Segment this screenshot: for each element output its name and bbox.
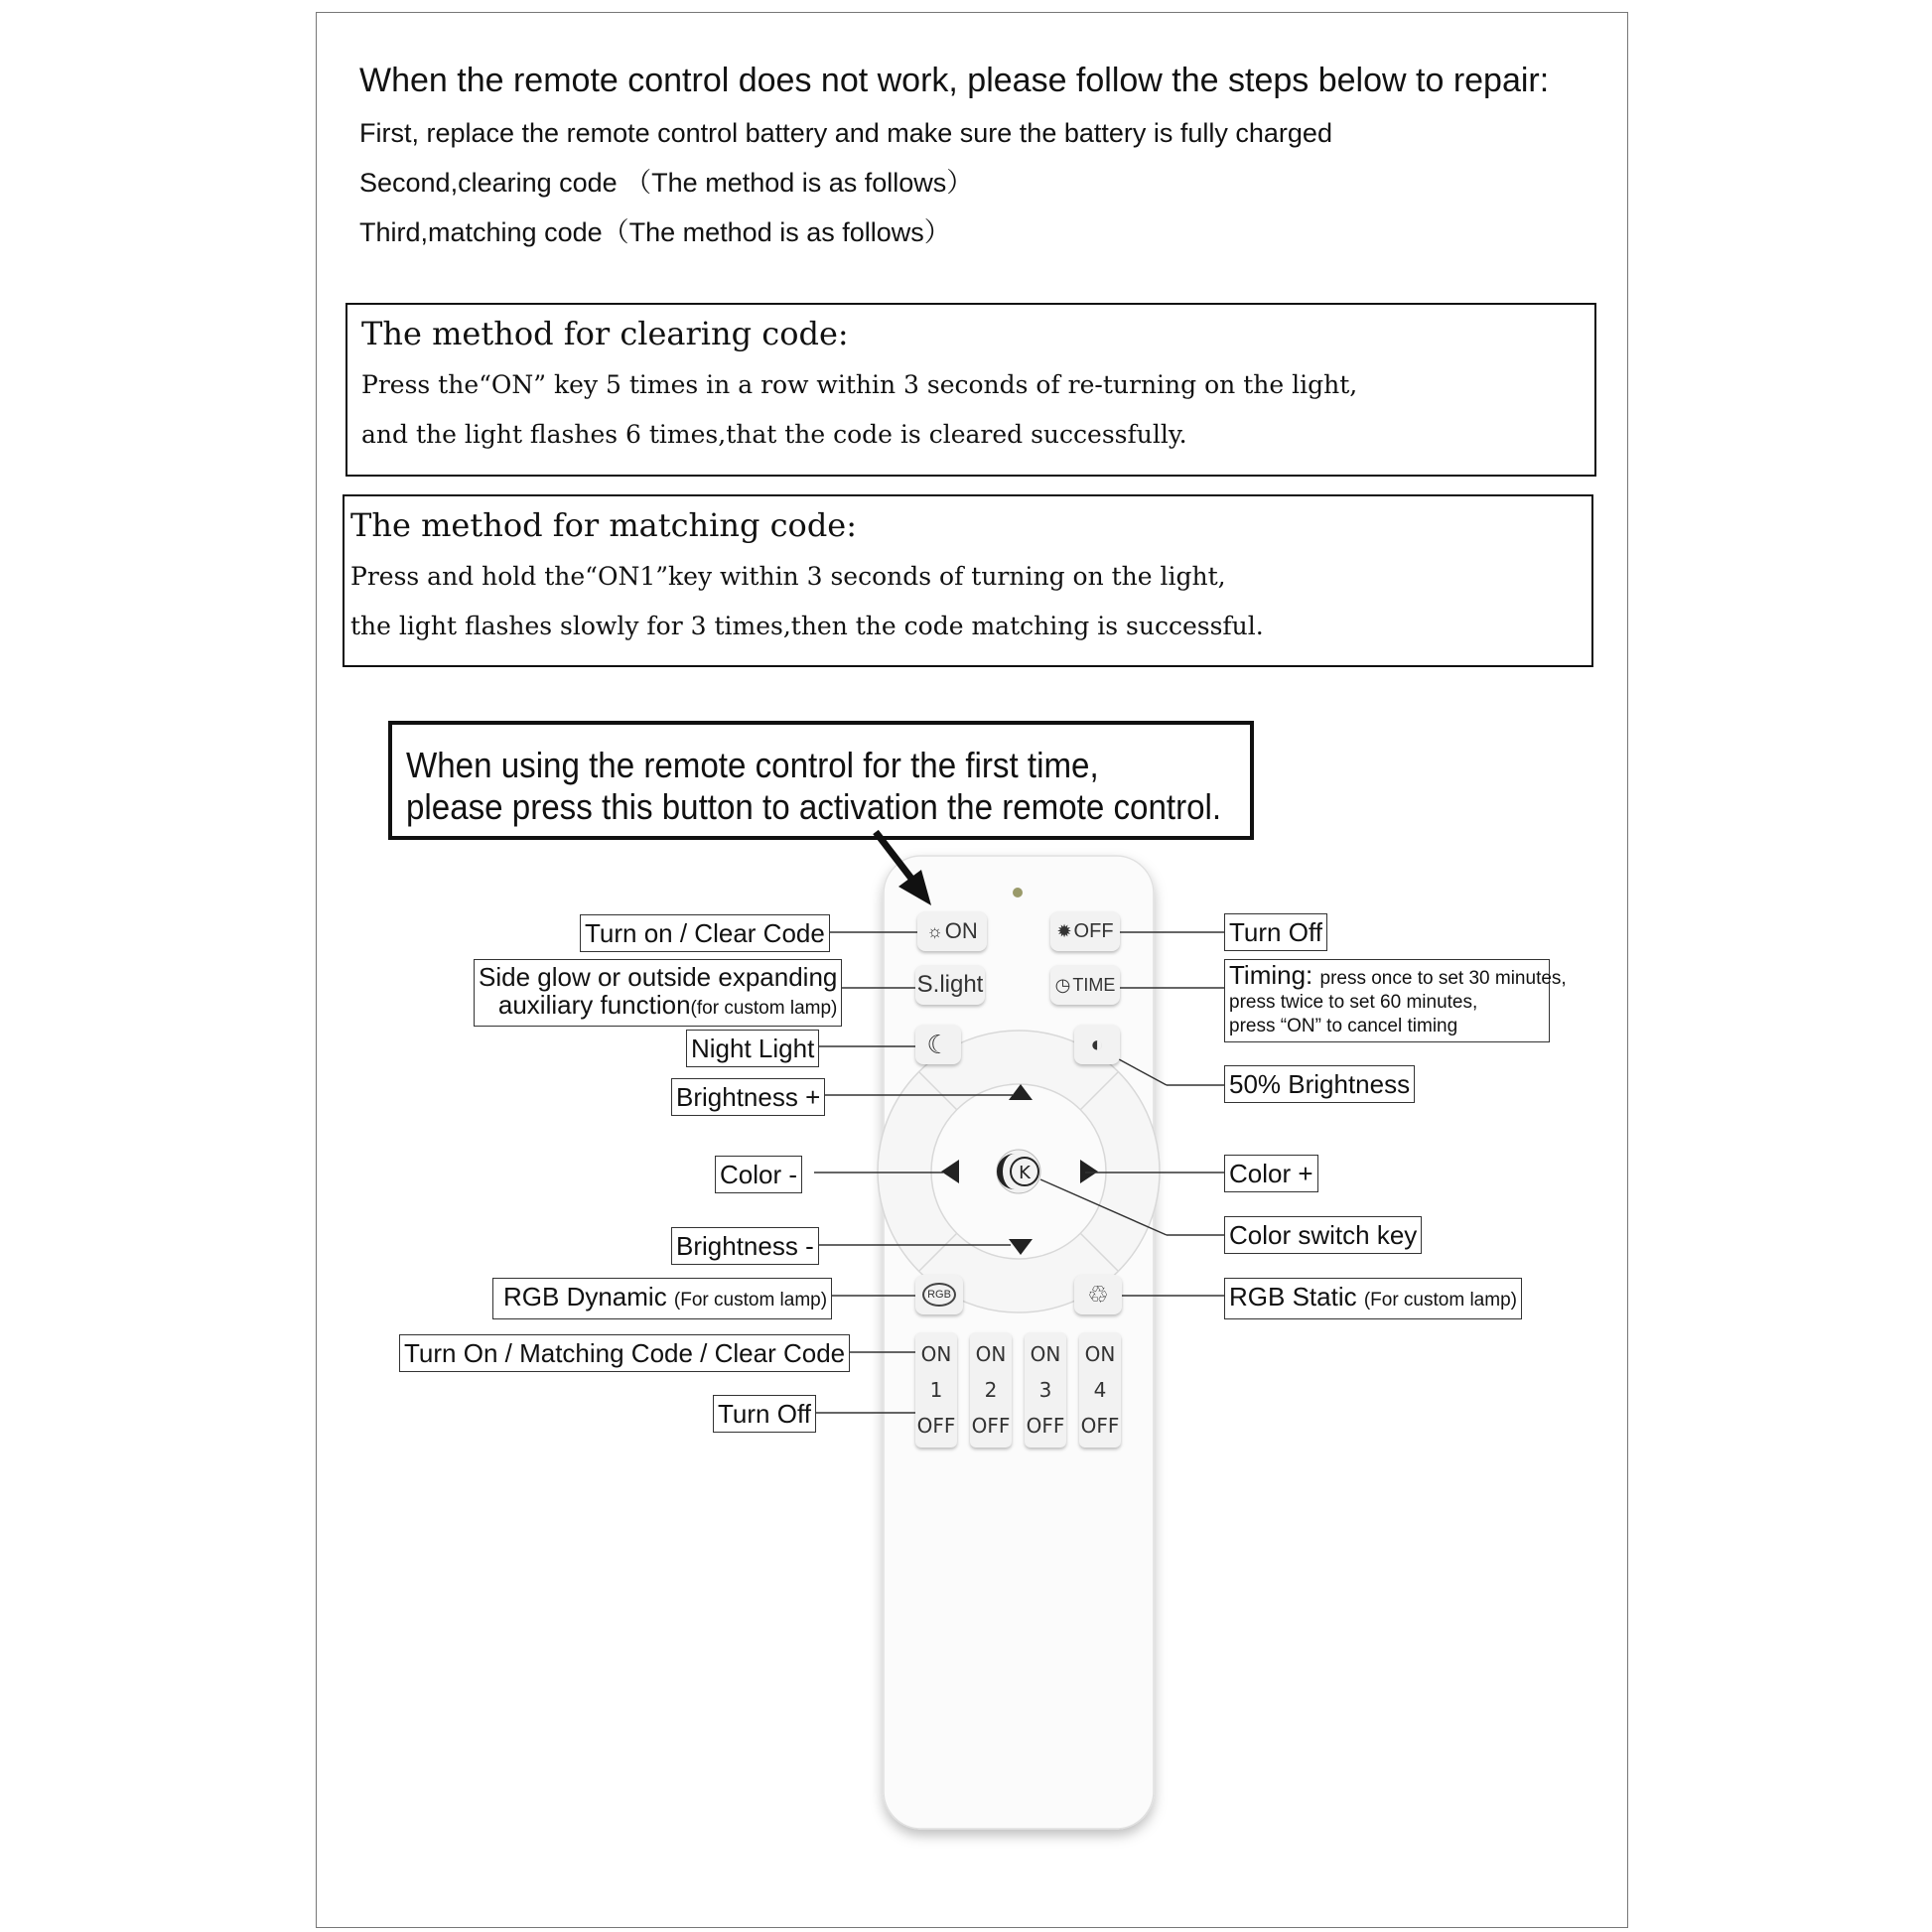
indicator-led xyxy=(1013,888,1023,897)
sun-filled-icon: ✹ xyxy=(1056,920,1072,941)
label-night-light: Night Light xyxy=(686,1030,819,1067)
intro-step-1: First, replace the remote control battery and make sure the battery is fully charged xyxy=(359,118,1332,148)
rgb-dynamic-button[interactable] xyxy=(915,1275,963,1314)
zone-1-num: 1 xyxy=(929,1378,943,1402)
zone-2-num: 2 xyxy=(984,1378,998,1402)
time-button[interactable] xyxy=(1050,965,1120,1005)
sun-outline-icon: ☼ xyxy=(926,920,943,941)
zone-3-off: OFF xyxy=(1026,1414,1065,1438)
zone-2-on: ON xyxy=(975,1342,1007,1366)
zone-1-button[interactable] xyxy=(915,1332,957,1448)
clearing-code-line-2: and the light flashes 6 times,that the code is cleared successfully. xyxy=(361,420,1187,449)
label-turn-off-left: Turn Off xyxy=(713,1395,816,1433)
off-key-text: OFF xyxy=(1073,919,1114,942)
zone-3-num: 3 xyxy=(1038,1378,1052,1402)
k-key-text: K xyxy=(1019,1163,1031,1183)
label-turn-on-matching: Turn On / Matching Code / Clear Code xyxy=(399,1334,850,1372)
label-color-plus: Color + xyxy=(1224,1155,1318,1192)
zone-3-on: ON xyxy=(1030,1342,1061,1366)
intro-step-2: Second,clearing code （The method is as follows） xyxy=(359,168,974,198)
rgb-static-button[interactable] xyxy=(1074,1275,1122,1314)
clearing-code-line-1: Press the“ON” key 5 times in a row within 3 seconds of re-turning on the light, xyxy=(361,370,1358,399)
recycle-icon: ♲ xyxy=(1087,1281,1109,1309)
label-color-minus: Color - xyxy=(715,1156,802,1193)
label-turn-off-right: Turn Off xyxy=(1224,913,1327,951)
label-turn-on-clear-code: Turn on / Clear Code xyxy=(580,914,830,952)
label-rgb-static: RGB Static (For custom lamp) xyxy=(1224,1278,1522,1319)
label-timing: Timing: press once to set 30 minutes, press twice to set 60 minutes, press “ON” to cancel timing xyxy=(1224,959,1550,1042)
moon-star-icon: ☾ xyxy=(926,1029,950,1059)
clearing-code-title: The method for clearing code: xyxy=(361,315,849,352)
clock-icon: ◷ xyxy=(1054,974,1071,995)
zone-2-off: OFF xyxy=(971,1414,1011,1438)
activation-callout-line-2: please press this button to activation the remote control. xyxy=(406,786,1222,827)
matching-code-title: The method for matching code: xyxy=(350,506,858,544)
zone-4-off: OFF xyxy=(1080,1414,1120,1438)
time-key-text: TIME xyxy=(1072,974,1116,995)
activation-callout-line-1: When using the remote control for the first time, xyxy=(406,745,1099,785)
label-rgb-dynamic: RGB Dynamic (For custom lamp) xyxy=(492,1278,832,1319)
rgb-cycle-icon: RGB xyxy=(922,1283,956,1307)
zone-1-on: ON xyxy=(920,1342,952,1366)
intro-title: When the remote control does not work, please follow the steps below to repair: xyxy=(359,62,1550,99)
label-side-glow: Side glow or outside expanding auxiliary function(for custom lamp) xyxy=(474,959,842,1027)
half-brightness-button[interactable] xyxy=(1074,1025,1120,1064)
zone-4-num: 4 xyxy=(1093,1378,1107,1402)
label-brightness-minus: Brightness - xyxy=(671,1227,819,1265)
zone-3-button[interactable] xyxy=(1025,1332,1066,1448)
slight-button[interactable] xyxy=(915,965,985,1005)
on-key-text: ON xyxy=(944,918,978,943)
matching-code-line-2: the light flashes slowly for 3 times,then the code matching is successful. xyxy=(350,612,1264,640)
slight-key-text: S.light xyxy=(916,971,984,998)
zone-4-button[interactable] xyxy=(1079,1332,1121,1448)
off-button[interactable] xyxy=(1050,911,1120,951)
zone-1-off: OFF xyxy=(916,1414,956,1438)
zone-4-on: ON xyxy=(1084,1342,1116,1366)
label-brightness-plus: Brightness + xyxy=(671,1078,825,1116)
zone-2-button[interactable] xyxy=(970,1332,1012,1448)
night-light-button[interactable] xyxy=(915,1025,961,1064)
half-sun-icon: ◐ xyxy=(1090,1032,1104,1056)
label-half-brightness: 50% Brightness xyxy=(1224,1065,1415,1103)
matching-code-line-1: Press and hold the“ON1”key within 3 seconds of turning on the light, xyxy=(350,562,1226,591)
on-button[interactable] xyxy=(917,911,987,951)
label-color-switch: Color switch key xyxy=(1224,1216,1422,1254)
intro-step-3: Third,matching code（The method is as follows） xyxy=(359,217,951,247)
color-switch-k-button[interactable] xyxy=(997,1150,1040,1193)
